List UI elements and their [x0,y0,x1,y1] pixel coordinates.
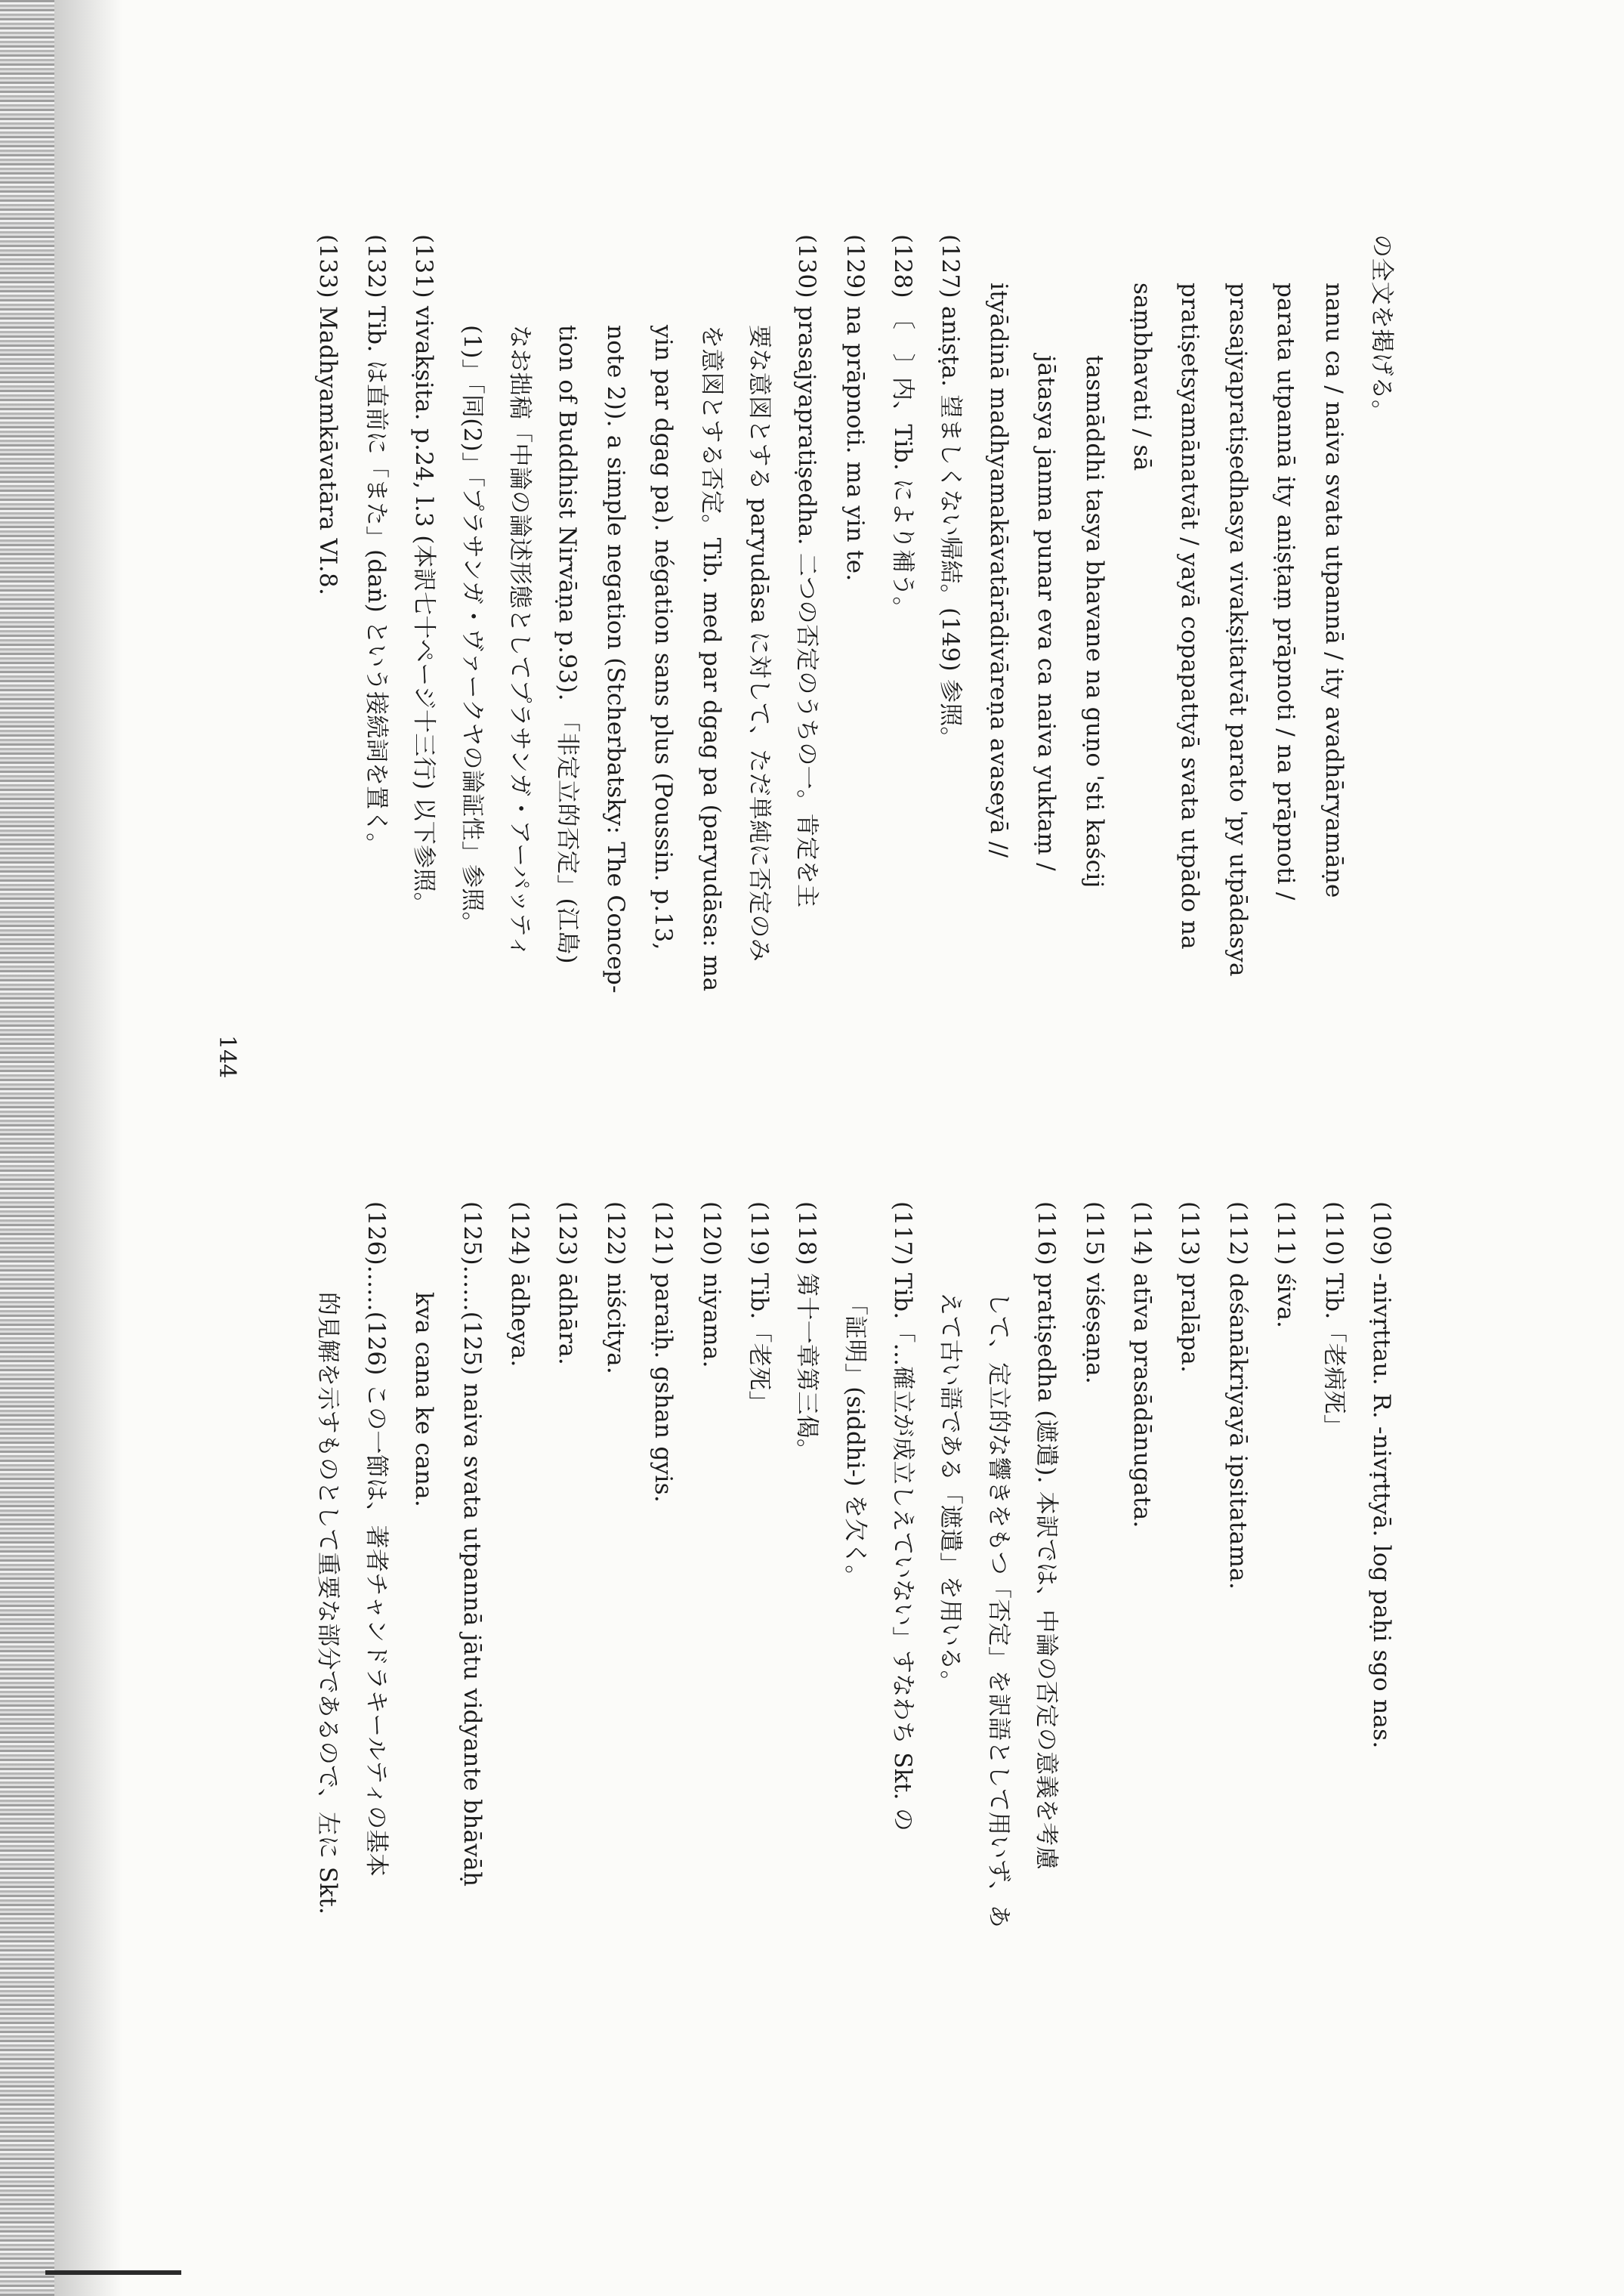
note-line: tion of Buddhist Nirvāṇa p.93). 「非定立的否定」(江島) [554,325,582,964]
binding-edge-shadow [0,0,54,2296]
note-line: して、定立的な響きをもつ「否定」を訳語として用いず、あ [984,1292,1012,1928]
note-line: (124) ādheya. [505,1201,533,1367]
note-line: (117) Tib.「...確立が成立しえていない」すなわち Skt. の [889,1201,917,1832]
note-line: (121) paraiḥ. gshan gyis. [650,1201,678,1503]
note-line: (110) Tib.「老病死」 [1320,1201,1348,1438]
note-line: 的見解を示すものとして重要な部分であるので、左に Skt. [314,1292,342,1915]
binding-shadow-gradient [54,0,122,2296]
note-line: 要な意図とする paryudāsa に対して、ただ単純に否定のみ [745,325,773,963]
note-line: (109) -nivṛttau. R. -nivṛttyā. log paḥi sgo nas. [1368,1201,1395,1749]
note-line: jātasya janma punar eva ca naiva yuktaṃ / [1033,355,1061,871]
page-number: 144 [214,1035,240,1079]
note-line: parata utpannā ity aniṣṭaṃ prāpnoti / na prāpnoti / [1272,283,1300,901]
note-line: (115) viśeṣaṇa. [1080,1201,1108,1385]
note-line: (118) 第十一章第三偈。 [793,1201,821,1463]
note-line: えて古い語である「遮遣」を用いる。 [937,1292,965,1695]
note-line: (133) Madhyamkāvatāra VI.8. [314,234,342,596]
note-line: なお拙稿「中論の論述形態としてプラサンガ・アーパッティ [505,325,533,959]
note-line: (129) na prāpnoti. ma yin te. [841,234,869,582]
note-line: (128) 〔 〕内、Tib. により補う。 [889,234,917,620]
note-line: (127) aniṣṭa. 望ましくない帰結。(149) 参照。 [937,234,965,750]
note-line: (120) niyama. [697,1201,725,1368]
note-line: (123) ādhāra. [554,1201,582,1366]
left-column-notes [304,1201,1405,2063]
note-line: の全文を掲げる。 [1368,234,1395,424]
note-line: を意図とする否定。Tib. med par dgag pa (paryudāsa: ma [697,325,725,992]
note-line: (125)......(125) naiva svata utpannā jātu vidyante bhāvāḥ [458,1201,486,1887]
right-column-notes [304,234,1405,1186]
note-line: (113) pralāpa. [1176,1201,1204,1374]
note-line: yin par dgag pa). négation sans plus (Poussin. p.13, [650,325,678,950]
note-line: (119) Tib.「老死」 [745,1201,773,1414]
note-line: ityādinā madhyamakāvatārādivāreṇa avaseyā // [984,283,1012,858]
note-line: (126)......(126) この一節は、著者チャンドラキールティの基本 [362,1201,390,1877]
note-line: (114) atīva prasādānugata. [1128,1201,1156,1528]
page-corner-mark [45,2270,181,2275]
note-line: saṃbhavati / sā [1128,283,1156,471]
note-line: (132) Tib. は直前に「また」(daṅ) という接続詞を置く。 [362,234,390,857]
note-line: prasajyapratiṣedhasya vivakṣitatvāt parato 'py utpādasya [1224,283,1252,977]
note-line: nanu ca / naiva svata utpannā / ity avadhāryamāṇe [1320,283,1348,898]
note-line: (1)」「同(2)」「プラサンガ・ヴァークヤの論証性」参照。 [458,325,486,935]
note-line: (111) śiva. [1272,1201,1300,1329]
note-line: 「証明」(siddhi-) を欠く。 [841,1292,869,1589]
note-line: kva cana ke cana. [410,1292,438,1508]
note-line: (131) vivakṣita. p.24, l.3 (本訳七十ページ十三行) 以下参照。 [410,234,438,916]
rotated-page-body [196,234,1405,2063]
note-line: (116) pratiṣedha (遮遣). 本訳では、中論の否定の意義を考慮 [1033,1201,1061,1870]
note-line: (112) deśanākriyayā ipsitatama. [1224,1201,1252,1590]
note-line: (130) prasajyapratiṣedha. 二つの否定のうちの一。肯定を主 [793,234,821,908]
note-line: note 2)). a simple negation (Stcherbatsky: The Concep- [601,325,629,993]
note-line: tasmāddhi tasya bhavane na guṇo 'sti kaścij [1080,355,1108,888]
note-line: pratiṣetsyamānatvāt / yayā copapattyā svata utpādo na [1176,283,1204,950]
note-line: (122) niścitya. [601,1201,629,1375]
